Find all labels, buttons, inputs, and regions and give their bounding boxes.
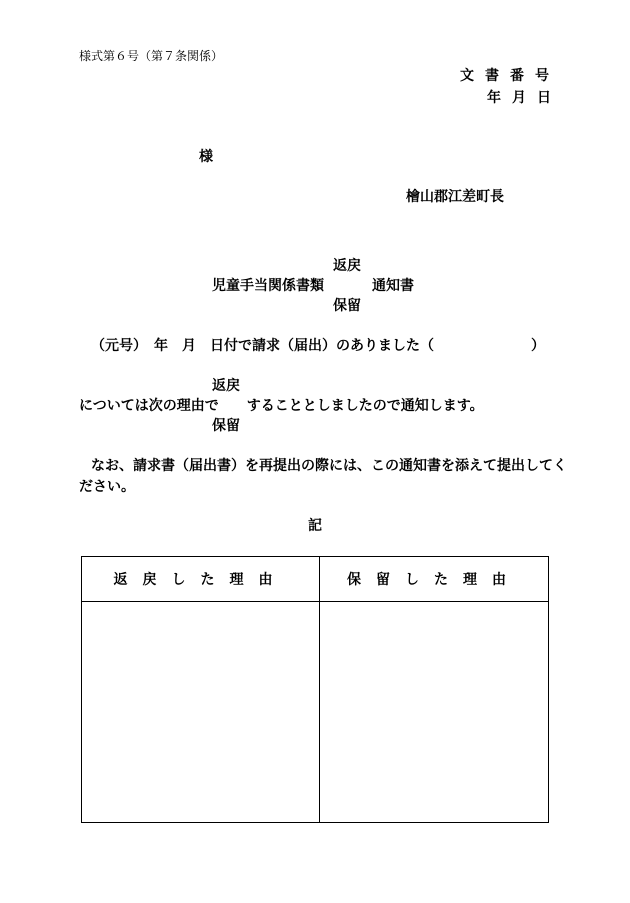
return-reason-header: 返戻した理由 (82, 557, 320, 602)
body-line-1: （元号） 年 月 日付で請求（届出）のありました（ (91, 338, 434, 354)
issuer-name: 檜山郡江差町長 (406, 189, 504, 205)
title-option-return: 返戻 (333, 258, 361, 274)
body-line-2: については次の理由で することとしましたので通知します。 (79, 398, 484, 414)
hold-reason-header: 保留した理由 (320, 557, 549, 602)
reasons-table (81, 556, 549, 823)
document-number-label: 文書番号 (460, 68, 560, 84)
date-label: 年月日 (487, 90, 562, 106)
note-line-1: なお、請求書（届出書）を再提出の際には、この通知書を添えて提出してく (91, 458, 567, 474)
title-main: 児童手当関係書類 (212, 278, 324, 294)
form-number: 様式第６号（第７条関係） (79, 49, 224, 63)
return-reason-cell[interactable] (82, 602, 320, 823)
body-option-hold: 保留 (212, 418, 240, 434)
reasons-body-row (82, 602, 549, 823)
ki-heading: 記 (308, 518, 322, 534)
title-option-hold: 保留 (333, 298, 361, 314)
note-line-2: ださい。 (79, 479, 135, 495)
title-suffix: 通知書 (372, 278, 414, 294)
body-option-return: 返戻 (212, 378, 240, 394)
reasons-header-row (82, 557, 549, 602)
addressee-suffix: 様 (199, 149, 213, 165)
body-line-1-close: ） (531, 338, 545, 354)
hold-reason-cell[interactable] (320, 602, 549, 823)
